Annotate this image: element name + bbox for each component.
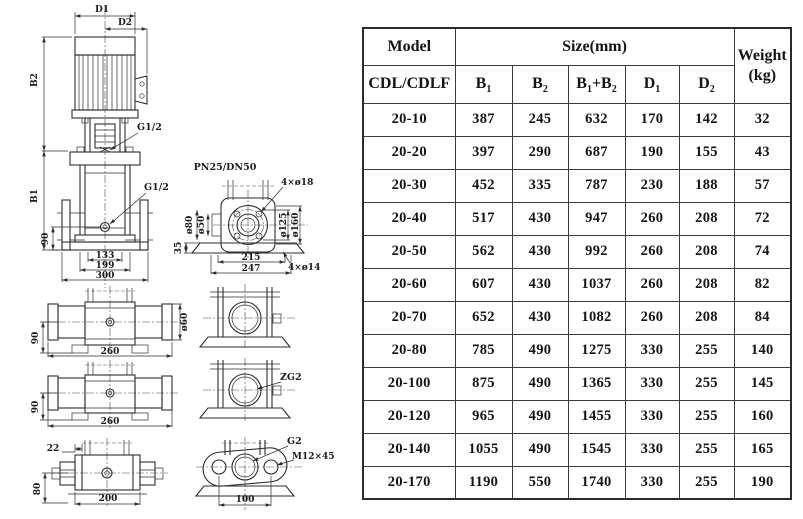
- value-cell: 82: [734, 268, 791, 301]
- value-cell: 1275: [568, 334, 625, 367]
- header-weight: [734, 28, 791, 103]
- value-cell: 517: [455, 202, 512, 235]
- model-cell: 20-80: [363, 334, 455, 367]
- header-weight-line2: (kg): [748, 66, 777, 84]
- header-col-b1: $B_1$: [455, 65, 512, 103]
- value-cell: 550: [512, 466, 568, 499]
- iv2-dim90-label: 90: [31, 400, 41, 414]
- value-cell: 255: [679, 367, 734, 400]
- inline-view-top: [31, 286, 190, 357]
- value-cell: 255: [679, 400, 734, 433]
- value-cell: 632: [568, 103, 625, 136]
- header-row-1: [363, 28, 791, 65]
- value-cell: 1365: [568, 367, 625, 400]
- value-cell: 875: [455, 367, 512, 400]
- table-row: [363, 433, 791, 466]
- value-cell: 330: [625, 433, 679, 466]
- port-g12-top-label: G1/2: [137, 122, 162, 133]
- value-cell: 652: [455, 301, 512, 334]
- value-cell: 260: [625, 301, 679, 334]
- table-row: [363, 334, 791, 367]
- dim-b2-label: B2: [30, 73, 40, 87]
- m12x45-label: M12×45: [292, 452, 335, 462]
- header-col-d2: $D_2$: [679, 65, 734, 103]
- value-cell: 490: [512, 433, 568, 466]
- dim-b1-label: B1: [30, 189, 40, 203]
- value-cell: 170: [625, 103, 679, 136]
- iv1-dim90-label: 90: [31, 331, 41, 345]
- value-cell: 785: [455, 334, 512, 367]
- value-cell: 57: [734, 169, 791, 202]
- value-cell: 142: [679, 103, 734, 136]
- model-cell: 20-50: [363, 235, 455, 268]
- header-col-b2: $B_2$: [512, 65, 568, 103]
- value-cell: 965: [455, 400, 512, 433]
- spec-table: [362, 27, 792, 500]
- iv1-dia60-label: ø60: [180, 312, 190, 332]
- value-cell: 260: [625, 235, 679, 268]
- value-cell: 330: [625, 334, 679, 367]
- value-cell: 1190: [455, 466, 512, 499]
- table-row: [363, 136, 791, 169]
- iv1-dim260-label: 260: [100, 347, 120, 357]
- value-cell: 430: [512, 202, 568, 235]
- value-cell: 230: [625, 169, 679, 202]
- iv3-dim200-label: 200: [98, 494, 118, 504]
- value-cell: 947: [568, 202, 625, 235]
- value-cell: 1055: [455, 433, 512, 466]
- value-cell: 1082: [568, 301, 625, 334]
- value-cell: 1545: [568, 433, 625, 466]
- value-cell: 155: [679, 136, 734, 169]
- value-cell: 687: [568, 136, 625, 169]
- model-cell: 20-140: [363, 433, 455, 466]
- header-row-2: [363, 65, 791, 103]
- table-row: [363, 268, 791, 301]
- value-cell: 190: [625, 136, 679, 169]
- flange-bolt-top-label: 4×ø18: [281, 178, 314, 188]
- value-cell: 255: [679, 334, 734, 367]
- value-cell: 787: [568, 169, 625, 202]
- main-pump-view: [30, 5, 169, 288]
- value-cell: 562: [455, 235, 512, 268]
- table-row: [363, 367, 791, 400]
- value-cell: 452: [455, 169, 512, 202]
- value-cell: 490: [512, 367, 568, 400]
- inline-view-mid: [31, 360, 180, 430]
- value-cell: 1455: [568, 400, 625, 433]
- value-cell: 387: [455, 103, 512, 136]
- flange-dia160-label: ø160: [291, 212, 301, 238]
- table-row: [363, 202, 791, 235]
- value-cell: 260: [625, 268, 679, 301]
- value-cell: 430: [512, 268, 568, 301]
- iv2-dim260-label: 260: [100, 417, 120, 427]
- header-weight-line1: Weight: [737, 46, 787, 64]
- value-cell: 165: [734, 433, 791, 466]
- value-cell: 188: [679, 169, 734, 202]
- value-cell: 74: [734, 235, 791, 268]
- value-cell: 72: [734, 202, 791, 235]
- model-cell: 20-60: [363, 268, 455, 301]
- value-cell: 255: [679, 466, 734, 499]
- flange-title: PN25/DN50: [193, 162, 257, 173]
- flange-dia50-label: ø50: [197, 215, 207, 235]
- pump-technical-drawing: [0, 0, 363, 519]
- model-cell: 20-70: [363, 301, 455, 334]
- flange-detail-view: [174, 162, 320, 274]
- value-cell: 335: [512, 169, 568, 202]
- value-cell: 330: [625, 400, 679, 433]
- header-size: Size(mm): [455, 28, 734, 65]
- dim-d2-label: D2: [117, 18, 133, 28]
- flange-dim35-label: 35: [174, 241, 184, 255]
- table-row: [363, 466, 791, 499]
- iv3-dim80-label: 80: [33, 482, 43, 496]
- value-cell: 84: [734, 301, 791, 334]
- value-cell: 1740: [568, 466, 625, 499]
- port-view-mid: [200, 358, 302, 421]
- flange-dia125-label: ø125: [279, 212, 289, 238]
- flange-bolt-base-label: 4×ø14: [288, 263, 321, 273]
- dim-199-label: 199: [95, 261, 115, 271]
- header-col-d1: $D_1$: [625, 65, 679, 103]
- table-row: [363, 103, 791, 136]
- value-cell: 245: [512, 103, 568, 136]
- table-row: [363, 301, 791, 334]
- value-cell: 208: [679, 268, 734, 301]
- value-cell: 208: [679, 301, 734, 334]
- value-cell: 43: [734, 136, 791, 169]
- value-cell: 430: [512, 235, 568, 268]
- model-cell: 20-100: [363, 367, 455, 400]
- value-cell: 330: [625, 367, 679, 400]
- table-header: [363, 28, 791, 103]
- value-cell: 290: [512, 136, 568, 169]
- value-cell: 490: [512, 334, 568, 367]
- dim-90-label: 90: [41, 232, 51, 246]
- model-cell: 20-120: [363, 400, 455, 433]
- table-body: [363, 103, 791, 499]
- value-cell: 190: [734, 466, 791, 499]
- pv3-dim100-label: 100: [235, 495, 255, 505]
- dim-d1-label: D1: [94, 5, 110, 15]
- flange-dim215-label: 215: [241, 253, 261, 263]
- value-cell: 160: [734, 400, 791, 433]
- port-view-bottom: [196, 436, 335, 510]
- value-cell: 140: [734, 334, 791, 367]
- header-col-b1b2: $B_1+B_2$: [568, 65, 625, 103]
- value-cell: 208: [679, 235, 734, 268]
- value-cell: 1037: [568, 268, 625, 301]
- value-cell: 397: [455, 136, 512, 169]
- flange-dim247-label: 247: [241, 264, 261, 274]
- table-row: [363, 235, 791, 268]
- value-cell: 255: [679, 433, 734, 466]
- iv3-dim22-label: 22: [46, 444, 60, 454]
- port-view-top: [200, 284, 295, 350]
- model-cell: 20-170: [363, 466, 455, 499]
- inline-view-bottom: [33, 438, 168, 508]
- model-cell: 20-30: [363, 169, 455, 202]
- value-cell: 208: [679, 202, 734, 235]
- value-cell: 607: [455, 268, 512, 301]
- table-row: [363, 400, 791, 433]
- flange-dia80-label: ø80: [185, 215, 195, 235]
- model-cell: 20-20: [363, 136, 455, 169]
- model-cell: 20-10: [363, 103, 455, 136]
- value-cell: 145: [734, 367, 791, 400]
- g2-label: G2: [287, 436, 302, 447]
- header-model: Model: [363, 28, 455, 65]
- zg2-label: ZG2: [280, 372, 302, 383]
- value-cell: 490: [512, 400, 568, 433]
- value-cell: 260: [625, 202, 679, 235]
- value-cell: 430: [512, 301, 568, 334]
- model-cell: 20-40: [363, 202, 455, 235]
- spec-table-area: [362, 27, 792, 500]
- header-model-series: CDL/CDLF: [363, 65, 455, 103]
- value-cell: 992: [568, 235, 625, 268]
- port-g12-side-label: G1/2: [144, 182, 169, 193]
- table-row: [363, 169, 791, 202]
- value-cell: 32: [734, 103, 791, 136]
- dim-300-label: 300: [95, 271, 115, 281]
- dim-133-label: 133: [95, 251, 115, 261]
- value-cell: 330: [625, 466, 679, 499]
